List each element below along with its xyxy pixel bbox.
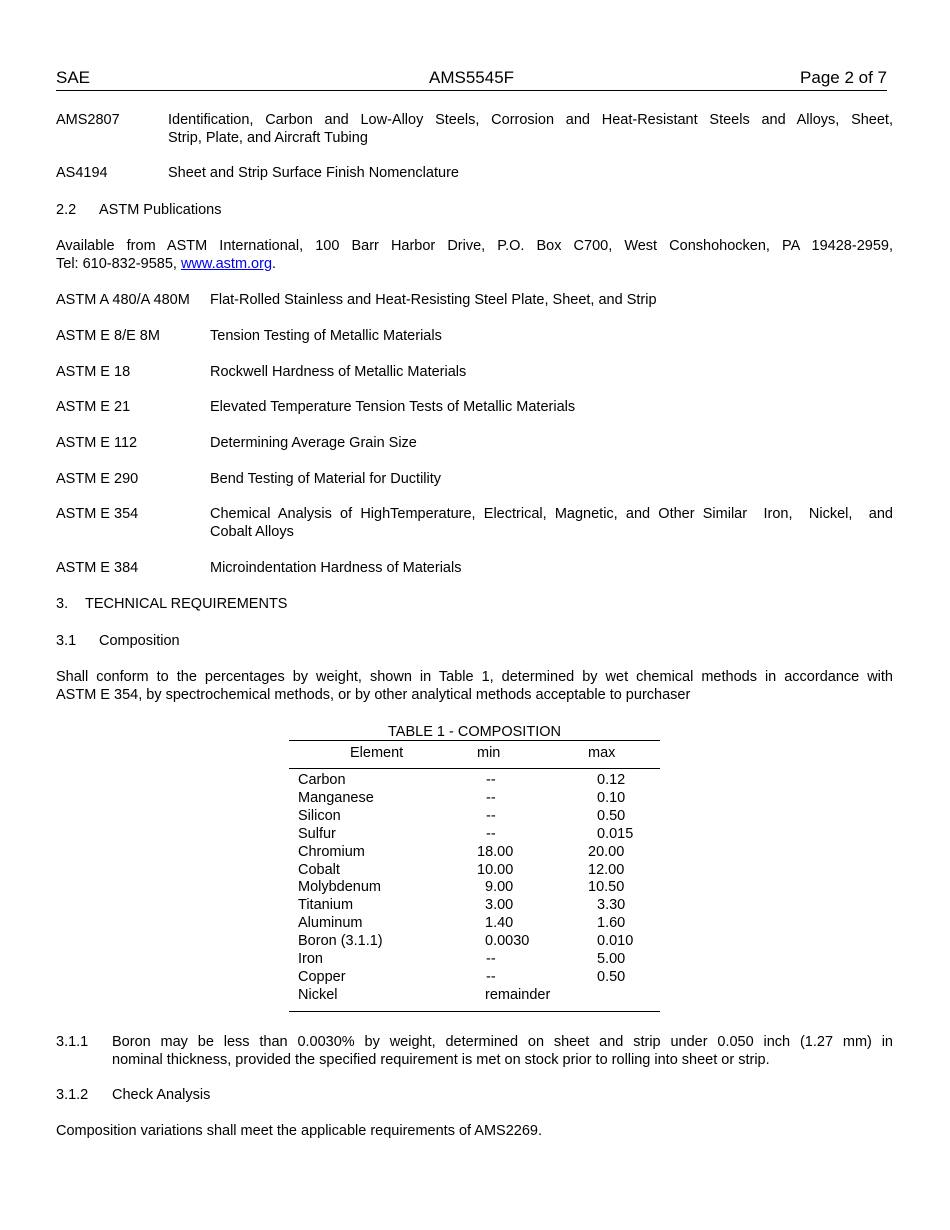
paragraph-line: ASTM E 354, by spectrochemical methods, or by other analytical methods acceptable to purchaser bbox=[56, 687, 691, 703]
ref-title: Microindentation Hardness of Materials bbox=[210, 560, 462, 576]
table-cell-element: Aluminum bbox=[298, 915, 363, 932]
table-title: TABLE 1 - COMPOSITION bbox=[388, 724, 561, 740]
ref-code: ASTM E 384 bbox=[56, 560, 139, 576]
header-page-number: Page 2 of 7 bbox=[800, 68, 887, 87]
ref-title: Determining Average Grain Size bbox=[210, 435, 417, 451]
table-cell-min: -- bbox=[486, 772, 496, 788]
table-cell-max: 0.015 bbox=[597, 825, 634, 842]
table-cell-element: Cobalt bbox=[298, 861, 340, 878]
table-cell-element: Manganese bbox=[298, 789, 374, 806]
table-cell-element: Chromium bbox=[298, 843, 365, 860]
availability-line bbox=[56, 255, 893, 273]
ref-title: Sheet and Strip Surface Finish Nomenclature bbox=[168, 165, 459, 181]
composition-paragraph bbox=[56, 668, 893, 704]
ref-title: Tension Testing of Metallic Materials bbox=[210, 328, 442, 344]
table-cell-min: 10.00 bbox=[477, 861, 514, 878]
ref-code: ASTM A 480/A 480M bbox=[56, 292, 190, 308]
page-header bbox=[56, 68, 887, 91]
paragraph-line: nominal thickness, provided the specified requirement is met on stock prior to rolling into sheet or strip. bbox=[112, 1052, 770, 1068]
table-cell-min: 18.00 bbox=[477, 843, 514, 860]
header-org: SAE bbox=[56, 68, 91, 87]
section-number: 3.1 bbox=[56, 633, 77, 649]
table-cell-min: 9.00 bbox=[485, 879, 514, 896]
table-cell-max: 0.010 bbox=[597, 933, 634, 950]
table-cell-min: -- bbox=[486, 825, 496, 842]
ref-title-line: Cobalt Alloys bbox=[210, 524, 294, 540]
table-cell-element: Boron (3.1.1) bbox=[298, 933, 383, 950]
paragraph-line: Shall conform to the percentages by weight, shown in Table 1, determined by wet chemical methods in accordance with bbox=[56, 669, 893, 685]
min-column bbox=[477, 772, 550, 1005]
ref-code: ASTM E 18 bbox=[56, 364, 131, 380]
table-top-rule bbox=[289, 740, 660, 741]
element-column bbox=[298, 772, 383, 1005]
section-number: 2.2 bbox=[56, 202, 77, 218]
table-cell-max: 0.10 bbox=[597, 789, 626, 806]
table-cell-max: 0.50 bbox=[597, 807, 626, 824]
section-number: 3.1.1 bbox=[56, 1034, 89, 1050]
table-header-rule bbox=[289, 768, 660, 769]
table-bottom-rule bbox=[289, 1011, 660, 1012]
ref-title: Bend Testing of Material for Ductility bbox=[210, 471, 442, 487]
section-title: ASTM Publications bbox=[99, 202, 222, 218]
table-cell-max: 1.60 bbox=[597, 915, 626, 932]
ref-title: Flat-Rolled Stainless and Heat-Resisting Steel Plate, Sheet, and Strip bbox=[210, 292, 657, 308]
table-cell-element: Carbon bbox=[298, 772, 346, 788]
ref-title bbox=[168, 111, 893, 147]
table-cell-element: Nickel bbox=[298, 986, 338, 1003]
table-cell-element: Silicon bbox=[298, 807, 341, 824]
boron-paragraph bbox=[112, 1033, 893, 1069]
ref-code: ASTM E 8/E 8M bbox=[56, 328, 160, 344]
availability-tel: Tel: 610-832-9585, bbox=[56, 256, 181, 272]
table-cell-element: Molybdenum bbox=[298, 879, 382, 896]
availability-end: . bbox=[272, 256, 277, 272]
table-cell-min: -- bbox=[486, 807, 496, 824]
ref-title-line: Strip, Plate, and Aircraft Tubing bbox=[168, 130, 368, 146]
table-cell-min: -- bbox=[486, 968, 496, 985]
table-cell-max: 10.50 bbox=[588, 879, 625, 896]
section-title: Check Analysis bbox=[112, 1087, 211, 1103]
section-title: TECHNICAL REQUIREMENTS bbox=[85, 596, 288, 612]
ref-title-line: Identification, Carbon and Low-Alloy Steels, Corrosion and Heat-Resistant Steels and Alloys, Sheet, bbox=[168, 112, 893, 128]
table-cell-min: 1.40 bbox=[485, 915, 514, 932]
ref-code: ASTM E 354 bbox=[56, 506, 139, 522]
table-cell-max: 12.00 bbox=[588, 861, 625, 878]
table-cell-element: Copper bbox=[298, 968, 346, 985]
check-analysis-text: Composition variations shall meet the applicable requirements of AMS2269. bbox=[56, 1123, 543, 1139]
header-doc-number: AMS5545F bbox=[429, 68, 515, 87]
table-cell-max: 0.50 bbox=[597, 968, 626, 985]
table-cell-min: -- bbox=[486, 789, 496, 806]
section-title: Composition bbox=[99, 633, 180, 649]
table-cell-min: 3.00 bbox=[485, 897, 514, 914]
astm-availability bbox=[56, 237, 893, 273]
table-cell-element: Iron bbox=[298, 951, 323, 968]
section-number: 3. bbox=[56, 596, 69, 612]
table-cell-element: Titanium bbox=[298, 897, 354, 914]
max-column bbox=[588, 772, 633, 987]
table-cell-max: 20.00 bbox=[588, 843, 625, 860]
table-cell-min: 0.0030 bbox=[485, 933, 530, 950]
ref-code: ASTM E 290 bbox=[56, 471, 139, 487]
table-header-min: min bbox=[477, 745, 501, 761]
table-cell-min: -- bbox=[486, 951, 496, 968]
availability-line: Available from ASTM International, 100 Barr Harbor Drive, P.O. Box C700, West Conshohocken, PA 19428-2959, bbox=[56, 238, 893, 254]
ref-title-line: Chemical Analysis of HighTemperature, Electrical, Magnetic, and Other Similar Iron, Nickel, and bbox=[210, 506, 893, 522]
ref-code: AS4194 bbox=[56, 165, 108, 181]
table-header-max: max bbox=[588, 745, 616, 761]
table-cell-max: 5.00 bbox=[597, 951, 626, 968]
ref-code: AMS2807 bbox=[56, 112, 120, 128]
astm-website-link[interactable]: www.astm.org bbox=[180, 256, 273, 272]
ref-code: ASTM E 21 bbox=[56, 399, 131, 415]
table-cell-element: Sulfur bbox=[298, 825, 336, 842]
ref-title: Elevated Temperature Tension Tests of Metallic Materials bbox=[210, 399, 576, 415]
ref-code: ASTM E 112 bbox=[56, 435, 138, 451]
ref-title bbox=[210, 505, 893, 541]
table-cell-min: remainder bbox=[485, 986, 551, 1003]
table-header-element: Element bbox=[350, 745, 404, 761]
paragraph-line: Boron may be less than 0.0030% by weight, determined on sheet and strip under 0.050 inch (1.27 mm) in bbox=[112, 1034, 893, 1050]
section-number: 3.1.2 bbox=[56, 1087, 89, 1103]
table-cell-max: 0.12 bbox=[597, 772, 626, 788]
ref-title: Rockwell Hardness of Metallic Materials bbox=[210, 364, 467, 380]
table-cell-max: 3.30 bbox=[597, 897, 626, 914]
